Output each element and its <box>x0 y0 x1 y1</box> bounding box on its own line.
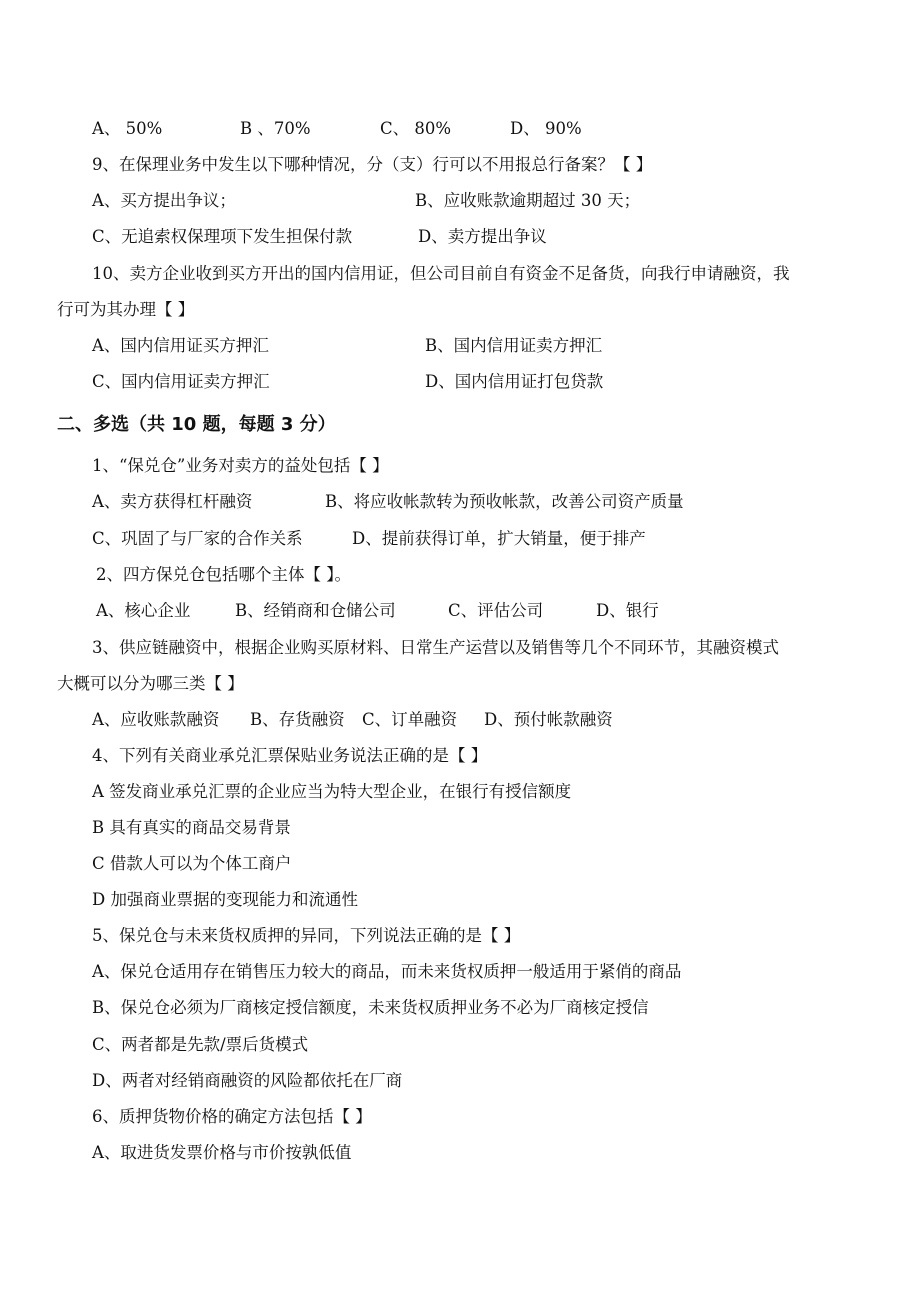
m3-stem-line1: 3、供应链融资中，根据企业购买原材料、日常生产运营以及销售等几个不同环节，其融资模式 <box>92 638 779 657</box>
q9-options-row2 <box>0 226 920 248</box>
q10-option-a: A、国内信用证买方押汇 <box>92 336 269 355</box>
m1-option-c: C、巩固了与厂家的合作关系 <box>92 529 303 548</box>
m2-options-row <box>0 600 920 622</box>
m4-option-b: B 具有真实的商品交易背景 <box>92 818 291 837</box>
q8-options-row <box>0 118 920 140</box>
q10-option-c: C、国内信用证卖方押汇 <box>92 372 270 391</box>
m4-option-a: A 签发商业承兑汇票的企业应当为特大型企业，在银行有授信额度 <box>92 782 572 801</box>
m3-option-d: D、预付帐款融资 <box>484 710 613 729</box>
q8-option-b: B 、70% <box>240 119 311 138</box>
q8-option-c: C、 80% <box>380 119 452 138</box>
m2-option-d: D、银行 <box>596 601 659 620</box>
q10-stem-line1: 10、卖方企业收到买方开出的国内信用证，但公司目前自有资金不足备货，向我行申请融资，我 <box>92 264 790 283</box>
m5-option-c: C、两者都是先款/票后货模式 <box>92 1035 309 1054</box>
m1-options-row2 <box>0 528 920 550</box>
m3-option-c: C、订单融资 <box>362 710 458 729</box>
q9-stem: 9、在保理业务中发生以下哪种情况，分（支）行可以不用报总行备案？【 】 <box>92 155 653 174</box>
m2-option-c: C、评估公司 <box>448 601 544 620</box>
m4-stem: 4、下列有关商业承兑汇票保贴业务说法正确的是【 】 <box>92 746 488 765</box>
section-title-multiple-choice: 二、多选（共 10 题，每题 3 分） <box>57 414 336 435</box>
m3-option-a: A、应收账款融资 <box>92 710 220 729</box>
m2-option-a: A、核心企业 <box>96 601 191 620</box>
m4-option-d: D 加强商业票据的变现能力和流通性 <box>92 890 358 909</box>
m6-option-a: A、取进货发票价格与市价按孰低值 <box>92 1143 352 1162</box>
q10-options-row2 <box>0 371 920 393</box>
m1-option-a: A、卖方获得杠杆融资 <box>92 492 253 511</box>
m5-stem: 5、保兑仓与未来货权质押的异同，下列说法正确的是【 】 <box>92 926 521 945</box>
m4-option-c: C 借款人可以为个体工商户 <box>92 854 292 873</box>
q8-option-a: A、 50% <box>92 119 163 138</box>
m5-option-d: D、两者对经销商融资的风险都依托在厂商 <box>92 1071 403 1090</box>
m1-option-d: D、提前获得订单，扩大销量，便于排产 <box>352 529 646 548</box>
q9-options-row1 <box>0 190 920 212</box>
q9-option-b: B、应收账款逾期超过 30 天； <box>415 191 641 210</box>
m1-stem: 1、“保兑仓”业务对卖方的益处包括【 】 <box>92 456 389 475</box>
m3-options-row <box>0 709 920 731</box>
m3-stem-line2: 大概可以分为哪三类【 】 <box>57 674 244 693</box>
q10-option-d: D、国内信用证打包贷款 <box>425 372 604 391</box>
m5-option-a: A、保兑仓适用存在销售压力较大的商品，而未来货权质押一般适用于紧俏的商品 <box>92 962 682 981</box>
m1-option-b: B、将应收帐款转为预收帐款，改善公司资产质量 <box>325 492 684 511</box>
m6-stem: 6、质押货物价格的确定方法包括【 】 <box>92 1107 372 1126</box>
q10-options-row1 <box>0 335 920 357</box>
m2-option-b: B、经销商和仓储公司 <box>235 601 396 620</box>
m2-stem: 2、四方保兑仓包括哪个主体【 】。 <box>96 565 351 584</box>
m3-option-b: B、存货融资 <box>250 710 345 729</box>
q9-option-c: C、无追索权保理项下发生担保付款 <box>92 227 353 246</box>
q9-option-a: A、买方提出争议； <box>92 191 236 210</box>
q9-option-d: D、卖方提出争议 <box>418 227 547 246</box>
m1-options-row1 <box>0 491 920 513</box>
m5-option-b: B、保兑仓必须为厂商核定授信额度，未来货权质押业务不必为厂商核定授信 <box>92 998 649 1017</box>
q10-option-b: B、国内信用证卖方押汇 <box>425 336 603 355</box>
q10-stem-line2: 行可为其办理【 】 <box>57 300 195 319</box>
q8-option-d: D、 90% <box>510 119 582 138</box>
